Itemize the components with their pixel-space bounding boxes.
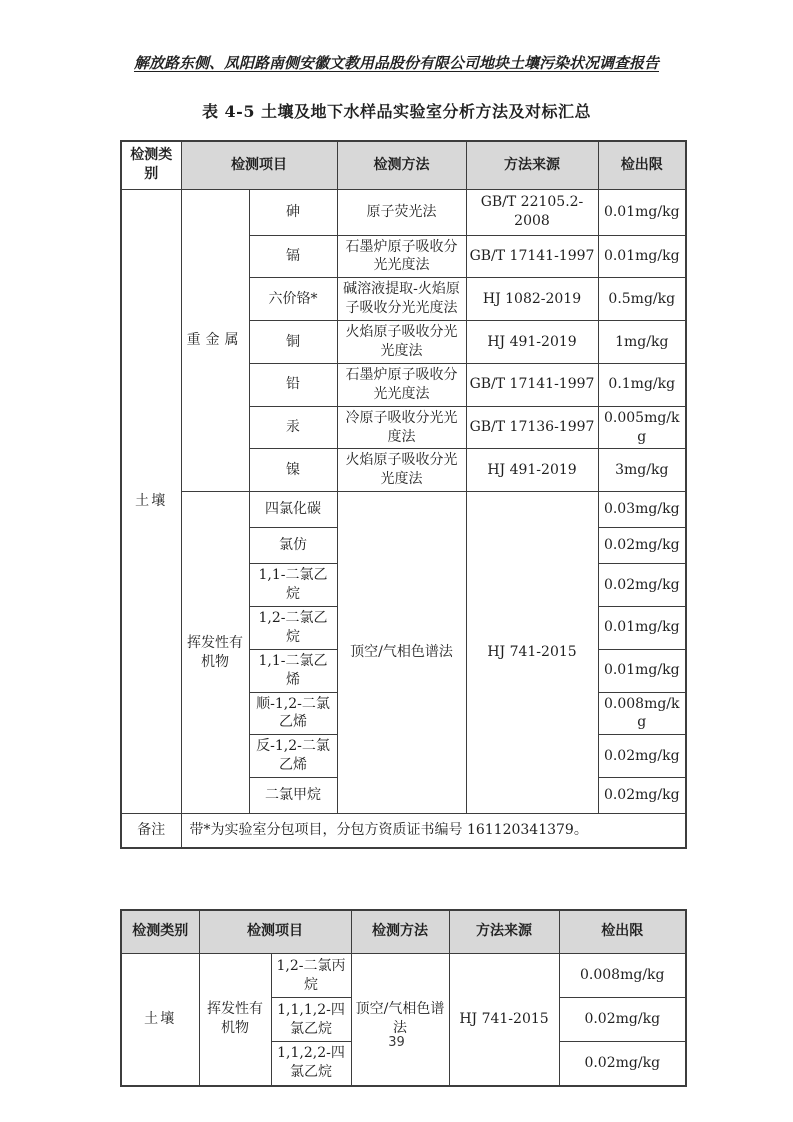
limit-cell: 0.02mg/kg — [598, 528, 686, 564]
limit-cell: 0.03mg/kg — [598, 492, 686, 528]
method-cell: 冷原子吸收分光光度法 — [337, 406, 466, 449]
analysis-table-1 — [120, 140, 687, 849]
limit-cell: 0.01mg/kg — [598, 235, 686, 278]
method-cell: 火焰原子吸收分光光度法 — [337, 321, 466, 364]
group-cell-heavy-metals: 重金属 — [181, 189, 249, 492]
table-header-row — [121, 910, 686, 954]
limit-cell: 0.02mg/kg — [598, 735, 686, 778]
source-cell: HJ 1082-2019 — [466, 278, 598, 321]
method-cell: 顶空/气相色谱法 — [337, 492, 466, 814]
group-cell-vocs: 挥发性有机物 — [181, 492, 249, 814]
document-header-text: 解放路东侧、凤阳路南侧安徽文教用品股份有限公司地块土壤污染状况调查报告 — [133, 54, 659, 72]
limit-cell: 1mg/kg — [598, 321, 686, 364]
group-cell-vocs: 挥发性有机物 — [199, 954, 271, 1086]
col-header-method: 检测方法 — [351, 910, 449, 954]
item-cell: 1,2-二氯乙烷 — [249, 606, 337, 649]
table-header-row — [121, 141, 686, 189]
limit-cell: 0.01mg/kg — [598, 649, 686, 692]
limit-cell: 0.02mg/kg — [598, 778, 686, 814]
method-cell: 碱溶液提取-火焰原子吸收分光光度法 — [337, 278, 466, 321]
item-cell: 1,1,2,2-四氯乙烷 — [271, 1042, 351, 1086]
method-cell: 火焰原子吸收分光光度法 — [337, 449, 466, 492]
item-cell: 铅 — [249, 363, 337, 406]
col-header-item: 检测项目 — [181, 141, 337, 189]
limit-cell: 0.01mg/kg — [598, 189, 686, 235]
source-cell: GB/T 22105.2-2008 — [466, 189, 598, 235]
col-header-limit: 检出限 — [598, 141, 686, 189]
source-cell: GB/T 17136-1997 — [466, 406, 598, 449]
table-row — [121, 189, 686, 235]
source-cell: HJ 741-2015 — [449, 954, 559, 1086]
analysis-table-2-wrap — [120, 909, 793, 1087]
limit-cell: 0.01mg/kg — [598, 606, 686, 649]
table-title: 表 4-5 土壤及地下水样品实验室分析方法及对标汇总 — [201, 102, 592, 121]
col-header-source: 方法来源 — [466, 141, 598, 189]
limit-cell: 0.008mg/kg — [598, 692, 686, 735]
note-label-cell: 备注 — [121, 814, 181, 848]
item-cell: 镉 — [249, 235, 337, 278]
item-cell: 顺-1,2-二氯乙烯 — [249, 692, 337, 735]
limit-cell: 0.5mg/kg — [598, 278, 686, 321]
method-cell: 石墨炉原子吸收分光光度法 — [337, 235, 466, 278]
limit-cell: 0.1mg/kg — [598, 363, 686, 406]
col-header-source: 方法来源 — [449, 910, 559, 954]
item-cell: 1,1-二氯乙烷 — [249, 564, 337, 607]
item-cell: 砷 — [249, 189, 337, 235]
note-content-cell: 带*为实验室分包项目，分包方资质证书编号 161120341379。 — [181, 814, 686, 848]
source-cell: HJ 491-2019 — [466, 449, 598, 492]
category-cell: 土壤 — [121, 189, 181, 814]
item-cell: 1,2-二氯丙烷 — [271, 954, 351, 998]
source-cell: GB/T 17141-1997 — [466, 235, 598, 278]
source-cell: HJ 741-2015 — [466, 492, 598, 814]
col-header-item: 检测项目 — [199, 910, 351, 954]
item-cell: 二氯甲烷 — [249, 778, 337, 814]
note-row — [121, 814, 686, 848]
item-cell: 1,1,1,2-四氯乙烷 — [271, 998, 351, 1042]
method-cell: 顶空/气相色谱法 — [351, 954, 449, 1086]
analysis-table-2 — [120, 909, 687, 1087]
item-cell: 镍 — [249, 449, 337, 492]
item-cell: 1,1-二氯乙烯 — [249, 649, 337, 692]
category-cell: 土壤 — [121, 954, 199, 1086]
col-header-method: 检测方法 — [337, 141, 466, 189]
item-cell: 四氯化碳 — [249, 492, 337, 528]
source-cell: HJ 491-2019 — [466, 321, 598, 364]
analysis-table-1-wrap — [120, 140, 793, 849]
limit-cell: 0.008mg/kg — [559, 954, 686, 998]
item-cell: 六价铬* — [249, 278, 337, 321]
limit-cell: 0.02mg/kg — [559, 1042, 686, 1086]
table-row — [121, 954, 686, 998]
table-row — [121, 492, 686, 528]
col-header-category: 检测类别 — [121, 910, 199, 954]
limit-cell: 0.005mg/kg — [598, 406, 686, 449]
col-header-limit: 检出限 — [559, 910, 686, 954]
limit-cell: 0.02mg/kg — [559, 998, 686, 1042]
col-header-category: 检测类别 — [121, 141, 181, 189]
limit-cell: 3mg/kg — [598, 449, 686, 492]
item-cell: 铜 — [249, 321, 337, 364]
item-cell: 氯仿 — [249, 528, 337, 564]
method-cell: 石墨炉原子吸收分光光度法 — [337, 363, 466, 406]
limit-cell: 0.02mg/kg — [598, 564, 686, 607]
source-cell: GB/T 17141-1997 — [466, 363, 598, 406]
document-header — [0, 0, 793, 73]
method-cell: 原子荧光法 — [337, 189, 466, 235]
item-cell: 汞 — [249, 406, 337, 449]
page-number: 39 — [388, 1035, 405, 1050]
item-cell: 反-1,2-二氯乙烯 — [249, 735, 337, 778]
